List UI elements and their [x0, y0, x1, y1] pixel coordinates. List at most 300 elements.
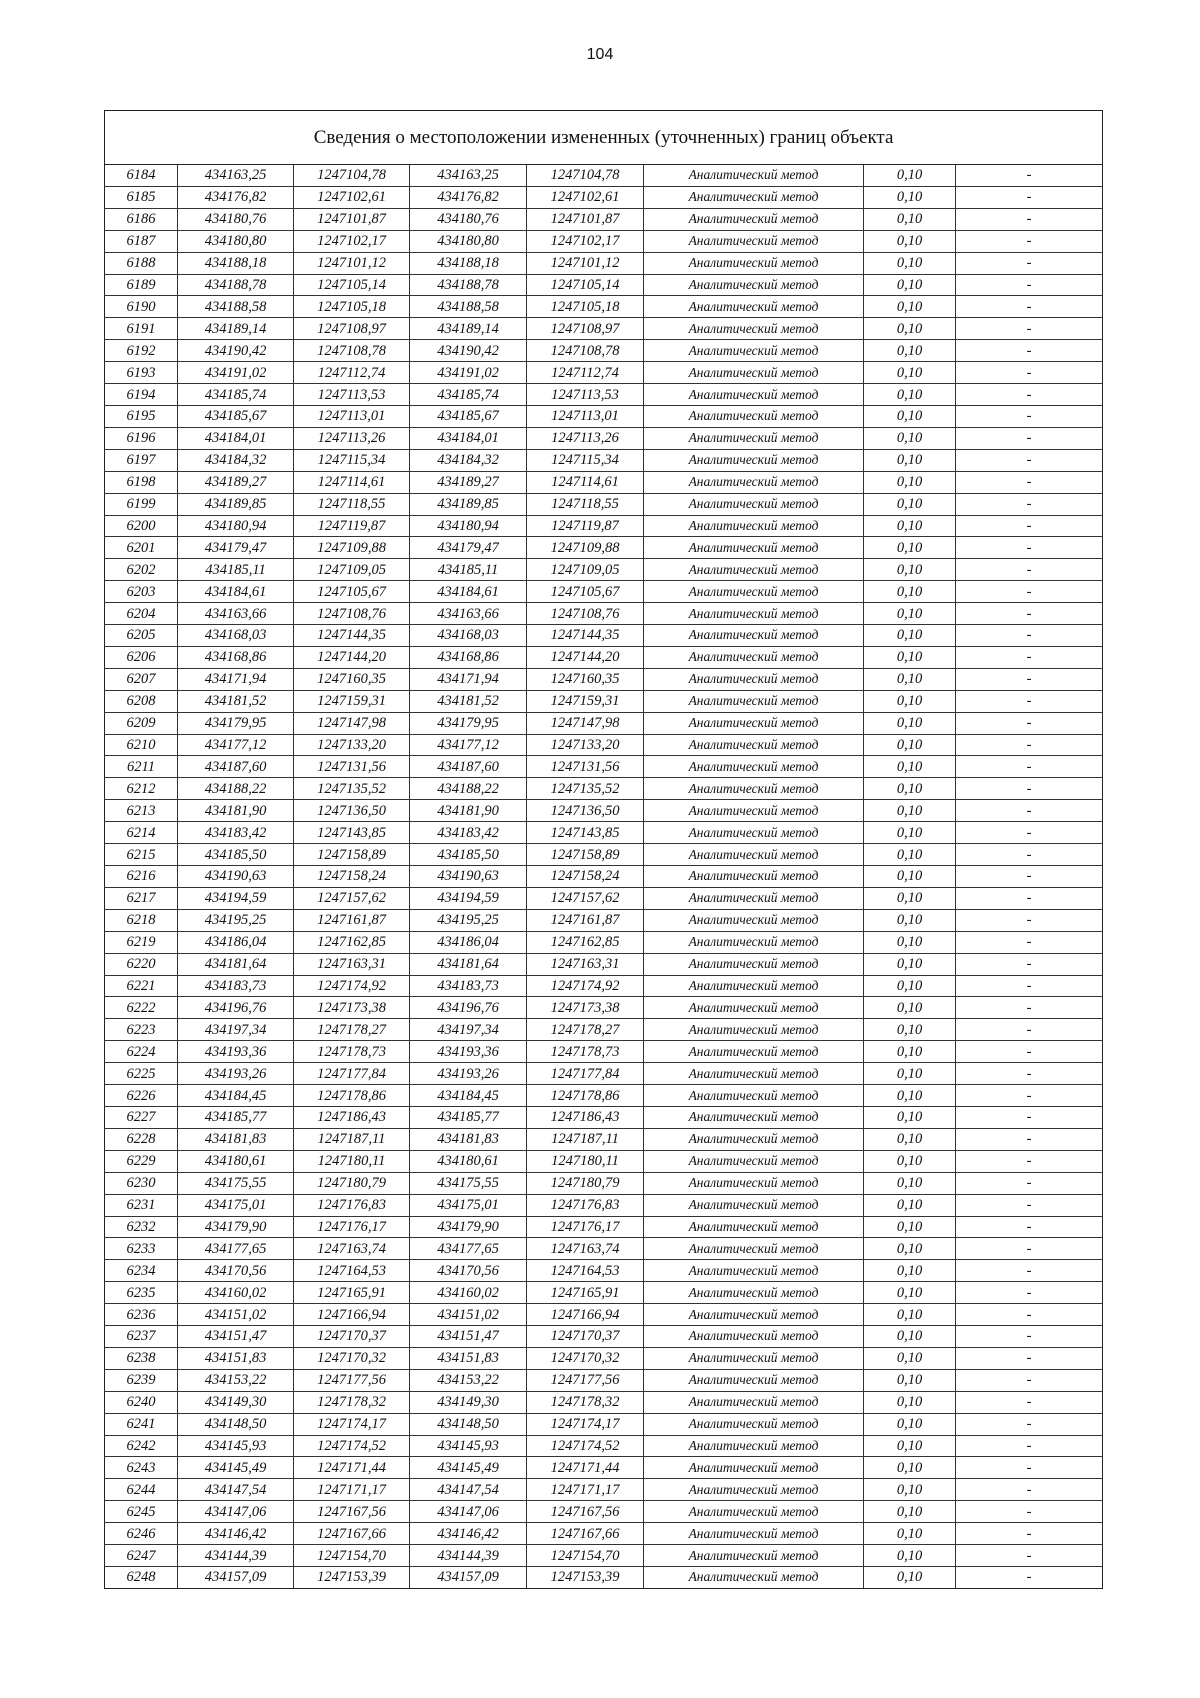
table-row [105, 340, 1103, 362]
table-row [105, 1435, 1103, 1457]
point-number-cell: 6235 [105, 1282, 178, 1304]
x-existing-cell: 434175,55 [178, 1172, 294, 1194]
table-row [105, 603, 1103, 625]
x-new-cell: 434188,22 [410, 778, 527, 800]
description-cell: - [956, 559, 1103, 581]
point-number-cell: 6198 [105, 471, 178, 493]
table-row [105, 1413, 1103, 1435]
y-existing-cell: 1247109,88 [294, 537, 410, 559]
y-new-cell: 1247163,31 [527, 953, 644, 975]
accuracy-cell: 0,10 [864, 208, 956, 230]
x-existing-cell: 434190,42 [178, 340, 294, 362]
description-cell: - [956, 165, 1103, 187]
x-existing-cell: 434187,60 [178, 756, 294, 778]
point-number-cell: 6243 [105, 1457, 178, 1479]
y-new-cell: 1247113,26 [527, 427, 644, 449]
point-number-cell: 6233 [105, 1238, 178, 1260]
x-existing-cell: 434195,25 [178, 909, 294, 931]
method-cell: Аналитический метод [644, 756, 864, 778]
y-new-cell: 1247177,84 [527, 1063, 644, 1085]
point-number-cell: 6224 [105, 1041, 178, 1063]
x-existing-cell: 434168,03 [178, 625, 294, 647]
y-existing-cell: 1247170,32 [294, 1347, 410, 1369]
y-existing-cell: 1247108,78 [294, 340, 410, 362]
point-number-cell: 6221 [105, 975, 178, 997]
x-existing-cell: 434151,02 [178, 1304, 294, 1326]
point-number-cell: 6209 [105, 712, 178, 734]
y-existing-cell: 1247147,98 [294, 712, 410, 734]
x-existing-cell: 434183,73 [178, 975, 294, 997]
accuracy-cell: 0,10 [864, 646, 956, 668]
x-new-cell: 434193,26 [410, 1063, 527, 1085]
method-cell: Аналитический метод [644, 449, 864, 471]
x-new-cell: 434191,02 [410, 362, 527, 384]
point-number-cell: 6240 [105, 1391, 178, 1413]
x-existing-cell: 434196,76 [178, 997, 294, 1019]
point-number-cell: 6227 [105, 1106, 178, 1128]
description-cell: - [956, 887, 1103, 909]
accuracy-cell: 0,10 [864, 822, 956, 844]
point-number-cell: 6192 [105, 340, 178, 362]
method-cell: Аналитический метод [644, 252, 864, 274]
table-row [105, 712, 1103, 734]
y-new-cell: 1247162,85 [527, 931, 644, 953]
y-existing-cell: 1247164,53 [294, 1260, 410, 1282]
table-row [105, 515, 1103, 537]
y-new-cell: 1247177,56 [527, 1369, 644, 1391]
point-number-cell: 6220 [105, 953, 178, 975]
y-new-cell: 1247174,92 [527, 975, 644, 997]
description-cell: - [956, 1085, 1103, 1107]
point-number-cell: 6245 [105, 1501, 178, 1523]
method-cell: Аналитический метод [644, 1501, 864, 1523]
point-number-cell: 6225 [105, 1063, 178, 1085]
description-cell: - [956, 1413, 1103, 1435]
x-new-cell: 434145,93 [410, 1435, 527, 1457]
description-cell: - [956, 186, 1103, 208]
accuracy-cell: 0,10 [864, 515, 956, 537]
y-new-cell: 1247108,97 [527, 318, 644, 340]
x-existing-cell: 434147,06 [178, 1501, 294, 1523]
x-new-cell: 434190,42 [410, 340, 527, 362]
method-cell: Аналитический метод [644, 1304, 864, 1326]
x-new-cell: 434188,18 [410, 252, 527, 274]
table-row [105, 581, 1103, 603]
x-existing-cell: 434163,25 [178, 165, 294, 187]
table-row [105, 384, 1103, 406]
description-cell: - [956, 493, 1103, 515]
y-new-cell: 1247115,34 [527, 449, 644, 471]
accuracy-cell: 0,10 [864, 427, 956, 449]
y-existing-cell: 1247131,56 [294, 756, 410, 778]
table-row [105, 362, 1103, 384]
y-new-cell: 1247144,20 [527, 646, 644, 668]
description-cell: - [956, 1523, 1103, 1545]
accuracy-cell: 0,10 [864, 1435, 956, 1457]
x-existing-cell: 434181,83 [178, 1128, 294, 1150]
x-existing-cell: 434193,26 [178, 1063, 294, 1085]
y-new-cell: 1247153,39 [527, 1567, 644, 1589]
method-cell: Аналитический метод [644, 1172, 864, 1194]
y-new-cell: 1247178,27 [527, 1019, 644, 1041]
point-number-cell: 6232 [105, 1216, 178, 1238]
point-number-cell: 6236 [105, 1304, 178, 1326]
description-cell: - [956, 1369, 1103, 1391]
method-cell: Аналитический метод [644, 165, 864, 187]
accuracy-cell: 0,10 [864, 1326, 956, 1348]
method-cell: Аналитический метод [644, 931, 864, 953]
x-new-cell: 434181,52 [410, 690, 527, 712]
method-cell: Аналитический метод [644, 646, 864, 668]
x-existing-cell: 434163,66 [178, 603, 294, 625]
x-existing-cell: 434191,02 [178, 362, 294, 384]
point-number-cell: 6205 [105, 625, 178, 647]
y-new-cell: 1247154,70 [527, 1545, 644, 1567]
accuracy-cell: 0,10 [864, 252, 956, 274]
x-new-cell: 434185,74 [410, 384, 527, 406]
x-new-cell: 434163,25 [410, 165, 527, 187]
boundary-points-table [104, 110, 1103, 1589]
accuracy-cell: 0,10 [864, 756, 956, 778]
y-existing-cell: 1247186,43 [294, 1106, 410, 1128]
description-cell: - [956, 515, 1103, 537]
description-cell: - [956, 1347, 1103, 1369]
y-new-cell: 1247108,76 [527, 603, 644, 625]
point-number-cell: 6189 [105, 274, 178, 296]
method-cell: Аналитический метод [644, 274, 864, 296]
table-row [105, 493, 1103, 515]
accuracy-cell: 0,10 [864, 1347, 956, 1369]
y-existing-cell: 1247105,14 [294, 274, 410, 296]
accuracy-cell: 0,10 [864, 1304, 956, 1326]
y-new-cell: 1247165,91 [527, 1282, 644, 1304]
x-existing-cell: 434189,27 [178, 471, 294, 493]
x-new-cell: 434146,42 [410, 1523, 527, 1545]
point-number-cell: 6204 [105, 603, 178, 625]
description-cell: - [956, 778, 1103, 800]
description-cell: - [956, 1172, 1103, 1194]
point-number-cell: 6238 [105, 1347, 178, 1369]
x-new-cell: 434148,50 [410, 1413, 527, 1435]
y-new-cell: 1247176,17 [527, 1216, 644, 1238]
table-row [105, 1128, 1103, 1150]
description-cell: - [956, 274, 1103, 296]
method-cell: Аналитический метод [644, 1369, 864, 1391]
accuracy-cell: 0,10 [864, 340, 956, 362]
point-number-cell: 6203 [105, 581, 178, 603]
table-row [105, 537, 1103, 559]
accuracy-cell: 0,10 [864, 1041, 956, 1063]
x-new-cell: 434147,54 [410, 1479, 527, 1501]
x-new-cell: 434163,66 [410, 603, 527, 625]
x-new-cell: 434180,94 [410, 515, 527, 537]
x-existing-cell: 434188,58 [178, 296, 294, 318]
y-existing-cell: 1247159,31 [294, 690, 410, 712]
description-cell: - [956, 208, 1103, 230]
method-cell: Аналитический метод [644, 734, 864, 756]
x-new-cell: 434184,61 [410, 581, 527, 603]
accuracy-cell: 0,10 [864, 668, 956, 690]
description-cell: - [956, 1260, 1103, 1282]
point-number-cell: 6215 [105, 844, 178, 866]
accuracy-cell: 0,10 [864, 493, 956, 515]
method-cell: Аналитический метод [644, 340, 864, 362]
table-row [105, 230, 1103, 252]
description-cell: - [956, 1019, 1103, 1041]
y-existing-cell: 1247165,91 [294, 1282, 410, 1304]
description-cell: - [956, 581, 1103, 603]
y-new-cell: 1247174,17 [527, 1413, 644, 1435]
x-existing-cell: 434183,42 [178, 822, 294, 844]
description-cell: - [956, 1391, 1103, 1413]
y-new-cell: 1247186,43 [527, 1106, 644, 1128]
x-new-cell: 434157,09 [410, 1567, 527, 1589]
description-cell: - [956, 449, 1103, 471]
point-number-cell: 6190 [105, 296, 178, 318]
point-number-cell: 6218 [105, 909, 178, 931]
y-new-cell: 1247147,98 [527, 712, 644, 734]
accuracy-cell: 0,10 [864, 1567, 956, 1589]
table-row [105, 997, 1103, 1019]
y-existing-cell: 1247171,44 [294, 1457, 410, 1479]
y-existing-cell: 1247174,92 [294, 975, 410, 997]
point-number-cell: 6188 [105, 252, 178, 274]
description-cell: - [956, 931, 1103, 953]
x-existing-cell: 434177,12 [178, 734, 294, 756]
x-existing-cell: 434186,04 [178, 931, 294, 953]
y-existing-cell: 1247113,26 [294, 427, 410, 449]
y-existing-cell: 1247105,18 [294, 296, 410, 318]
y-existing-cell: 1247157,62 [294, 887, 410, 909]
x-new-cell: 434189,85 [410, 493, 527, 515]
x-existing-cell: 434149,30 [178, 1391, 294, 1413]
x-new-cell: 434151,83 [410, 1347, 527, 1369]
method-cell: Аналитический метод [644, 909, 864, 931]
description-cell: - [956, 384, 1103, 406]
accuracy-cell: 0,10 [864, 997, 956, 1019]
y-existing-cell: 1247119,87 [294, 515, 410, 537]
x-existing-cell: 434185,74 [178, 384, 294, 406]
accuracy-cell: 0,10 [864, 296, 956, 318]
x-existing-cell: 434175,01 [178, 1194, 294, 1216]
method-cell: Аналитический метод [644, 1567, 864, 1589]
description-cell: - [956, 953, 1103, 975]
y-existing-cell: 1247158,89 [294, 844, 410, 866]
method-cell: Аналитический метод [644, 668, 864, 690]
description-cell: - [956, 1194, 1103, 1216]
x-new-cell: 434195,25 [410, 909, 527, 931]
y-new-cell: 1247158,89 [527, 844, 644, 866]
point-number-cell: 6197 [105, 449, 178, 471]
y-new-cell: 1247173,38 [527, 997, 644, 1019]
table-row [105, 844, 1103, 866]
accuracy-cell: 0,10 [864, 471, 956, 493]
y-new-cell: 1247108,78 [527, 340, 644, 362]
y-existing-cell: 1247178,73 [294, 1041, 410, 1063]
accuracy-cell: 0,10 [864, 690, 956, 712]
y-existing-cell: 1247109,05 [294, 559, 410, 581]
table-row [105, 1501, 1103, 1523]
accuracy-cell: 0,10 [864, 953, 956, 975]
method-cell: Аналитический метод [644, 405, 864, 427]
description-cell: - [956, 1326, 1103, 1348]
y-new-cell: 1247113,53 [527, 384, 644, 406]
x-new-cell: 434176,82 [410, 186, 527, 208]
x-new-cell: 434179,90 [410, 1216, 527, 1238]
description-cell: - [956, 625, 1103, 647]
table-row [105, 1216, 1103, 1238]
table-row [105, 1326, 1103, 1348]
x-new-cell: 434185,50 [410, 844, 527, 866]
x-new-cell: 434196,76 [410, 997, 527, 1019]
x-existing-cell: 434184,01 [178, 427, 294, 449]
x-existing-cell: 434157,09 [178, 1567, 294, 1589]
accuracy-cell: 0,10 [864, 1260, 956, 1282]
y-new-cell: 1247133,20 [527, 734, 644, 756]
y-existing-cell: 1247144,35 [294, 625, 410, 647]
method-cell: Аналитический метод [644, 186, 864, 208]
x-existing-cell: 434181,64 [178, 953, 294, 975]
page-number: 104 [586, 46, 614, 63]
x-new-cell: 434181,90 [410, 800, 527, 822]
description-cell: - [956, 668, 1103, 690]
accuracy-cell: 0,10 [864, 1545, 956, 1567]
accuracy-cell: 0,10 [864, 866, 956, 888]
accuracy-cell: 0,10 [864, 1106, 956, 1128]
x-existing-cell: 434170,56 [178, 1260, 294, 1282]
x-new-cell: 434145,49 [410, 1457, 527, 1479]
x-existing-cell: 434180,94 [178, 515, 294, 537]
description-cell: - [956, 1041, 1103, 1063]
method-cell: Аналитический метод [644, 427, 864, 449]
y-existing-cell: 1247135,52 [294, 778, 410, 800]
table-row [105, 208, 1103, 230]
x-existing-cell: 434179,47 [178, 537, 294, 559]
y-new-cell: 1247105,18 [527, 296, 644, 318]
point-number-cell: 6228 [105, 1128, 178, 1150]
point-number-cell: 6199 [105, 493, 178, 515]
description-cell: - [956, 296, 1103, 318]
y-new-cell: 1247178,32 [527, 1391, 644, 1413]
x-new-cell: 434186,04 [410, 931, 527, 953]
method-cell: Аналитический метод [644, 778, 864, 800]
method-cell: Аналитический метод [644, 362, 864, 384]
y-existing-cell: 1247154,70 [294, 1545, 410, 1567]
point-number-cell: 6212 [105, 778, 178, 800]
x-existing-cell: 434171,94 [178, 668, 294, 690]
y-existing-cell: 1247108,97 [294, 318, 410, 340]
method-cell: Аналитический метод [644, 230, 864, 252]
y-existing-cell: 1247101,12 [294, 252, 410, 274]
y-new-cell: 1247170,37 [527, 1326, 644, 1348]
table-row [105, 866, 1103, 888]
table-row [105, 1479, 1103, 1501]
x-new-cell: 434193,36 [410, 1041, 527, 1063]
accuracy-cell: 0,10 [864, 931, 956, 953]
x-existing-cell: 434190,63 [178, 866, 294, 888]
x-existing-cell: 434179,90 [178, 1216, 294, 1238]
x-new-cell: 434179,95 [410, 712, 527, 734]
y-existing-cell: 1247170,37 [294, 1326, 410, 1348]
x-existing-cell: 434147,54 [178, 1479, 294, 1501]
x-new-cell: 434151,02 [410, 1304, 527, 1326]
point-number-cell: 6226 [105, 1085, 178, 1107]
accuracy-cell: 0,10 [864, 1150, 956, 1172]
x-new-cell: 434149,30 [410, 1391, 527, 1413]
accuracy-cell: 0,10 [864, 887, 956, 909]
method-cell: Аналитический метод [644, 1347, 864, 1369]
table-row [105, 625, 1103, 647]
x-new-cell: 434144,39 [410, 1545, 527, 1567]
table-row [105, 778, 1103, 800]
table-row [105, 1545, 1103, 1567]
method-cell: Аналитический метод [644, 866, 864, 888]
method-cell: Аналитический метод [644, 1326, 864, 1348]
point-number-cell: 6191 [105, 318, 178, 340]
description-cell: - [956, 1150, 1103, 1172]
table-row [105, 427, 1103, 449]
point-number-cell: 6241 [105, 1413, 178, 1435]
point-number-cell: 6239 [105, 1369, 178, 1391]
x-new-cell: 434183,42 [410, 822, 527, 844]
accuracy-cell: 0,10 [864, 1501, 956, 1523]
point-number-cell: 6210 [105, 734, 178, 756]
boundary-table-container [104, 110, 1102, 1589]
description-cell: - [956, 405, 1103, 427]
x-new-cell: 434188,78 [410, 274, 527, 296]
x-new-cell: 434168,86 [410, 646, 527, 668]
x-new-cell: 434171,94 [410, 668, 527, 690]
description-cell: - [956, 822, 1103, 844]
accuracy-cell: 0,10 [864, 274, 956, 296]
point-number-cell: 6237 [105, 1326, 178, 1348]
y-existing-cell: 1247167,66 [294, 1523, 410, 1545]
x-existing-cell: 434185,50 [178, 844, 294, 866]
y-new-cell: 1247158,24 [527, 866, 644, 888]
method-cell: Аналитический метод [644, 1260, 864, 1282]
description-cell: - [956, 690, 1103, 712]
y-existing-cell: 1247176,17 [294, 1216, 410, 1238]
y-existing-cell: 1247178,86 [294, 1085, 410, 1107]
method-cell: Аналитический метод [644, 1150, 864, 1172]
point-number-cell: 6230 [105, 1172, 178, 1194]
x-existing-cell: 434188,22 [178, 778, 294, 800]
x-new-cell: 434181,64 [410, 953, 527, 975]
point-number-cell: 6223 [105, 1019, 178, 1041]
x-new-cell: 434179,47 [410, 537, 527, 559]
table-row [105, 274, 1103, 296]
accuracy-cell: 0,10 [864, 1063, 956, 1085]
method-cell: Аналитический метод [644, 690, 864, 712]
point-number-cell: 6217 [105, 887, 178, 909]
accuracy-cell: 0,10 [864, 1238, 956, 1260]
method-cell: Аналитический метод [644, 384, 864, 406]
x-existing-cell: 434188,18 [178, 252, 294, 274]
table-row [105, 1150, 1103, 1172]
y-new-cell: 1247118,55 [527, 493, 644, 515]
method-cell: Аналитический метод [644, 1523, 864, 1545]
table-row [105, 1282, 1103, 1304]
y-existing-cell: 1247113,01 [294, 405, 410, 427]
y-existing-cell: 1247163,74 [294, 1238, 410, 1260]
point-number-cell: 6187 [105, 230, 178, 252]
y-existing-cell: 1247102,17 [294, 230, 410, 252]
y-new-cell: 1247176,83 [527, 1194, 644, 1216]
x-new-cell: 434187,60 [410, 756, 527, 778]
y-new-cell: 1247135,52 [527, 778, 644, 800]
y-new-cell: 1247131,56 [527, 756, 644, 778]
y-existing-cell: 1247160,35 [294, 668, 410, 690]
